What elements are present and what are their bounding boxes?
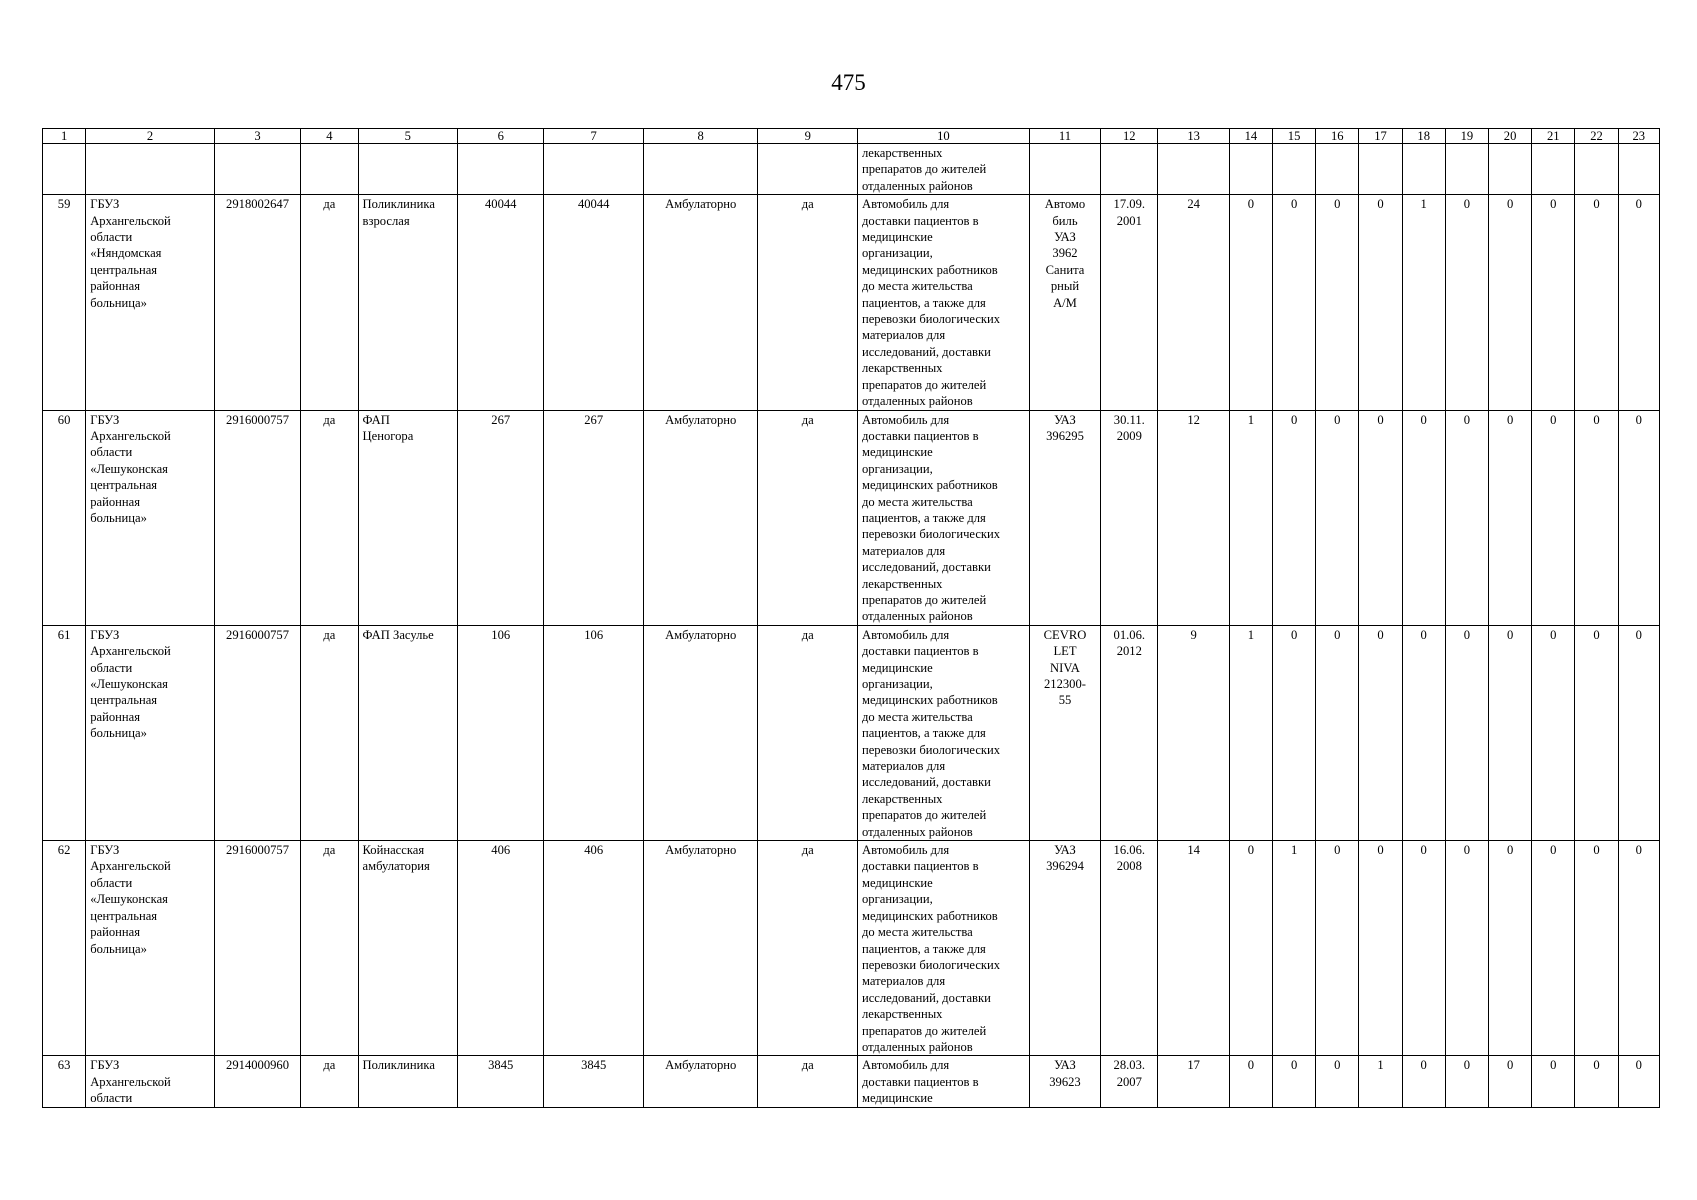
table-cell-col-2: ГБУЗ Архангельской области «Лешуконская центральная районная больница» [86,410,215,625]
table-cell-col-22: 0 [1575,841,1618,1056]
table-cell-col-21: 0 [1532,841,1575,1056]
table-cell-col-1: 62 [43,841,86,1056]
table-cell-col-18: 0 [1402,841,1445,1056]
table-cell-col-5: ФАП Ценогора [358,410,457,625]
table-cell-col-13 [1158,144,1229,195]
table-cell-col-22: 0 [1575,625,1618,840]
table-cell-col-17: 0 [1359,841,1402,1056]
table-cell-col-5: Поликлиника [358,1056,457,1107]
table-cell-col-23: 0 [1618,841,1659,1056]
table-cell-col-15: 0 [1272,1056,1315,1107]
column-header: 8 [643,129,758,144]
table-cell-col-12: 28.03. 2007 [1101,1056,1158,1107]
table-cell-col-3: 2916000757 [214,841,300,1056]
table-cell-col-9: да [758,625,857,840]
table-cell-col-23: 0 [1618,410,1659,625]
table-cell-col-22: 0 [1575,410,1618,625]
table-row [43,410,1660,625]
table-cell-col-21: 0 [1532,625,1575,840]
table-cell-col-19: 0 [1445,625,1488,840]
table-cell-col-15: 0 [1272,625,1315,840]
table-cell-col-4: да [301,410,358,625]
table-cell-col-4 [301,144,358,195]
table-cell-col-7: 406 [544,841,643,1056]
table-cell-col-19 [1445,144,1488,195]
column-header: 14 [1229,129,1272,144]
table-cell-col-3: 2916000757 [214,410,300,625]
table-cell-col-17: 0 [1359,195,1402,410]
column-header: 5 [358,129,457,144]
column-header: 10 [857,129,1029,144]
table-cell-col-19: 0 [1445,1056,1488,1107]
column-header: 12 [1101,129,1158,144]
column-header: 2 [86,129,215,144]
table-cell-col-13: 24 [1158,195,1229,410]
table-cell-col-8 [643,144,758,195]
table-cell-col-15: 0 [1272,195,1315,410]
table-cell-col-7: 106 [544,625,643,840]
table-cell-col-16 [1316,144,1359,195]
table-cell-col-15: 0 [1272,410,1315,625]
table-cell-col-2: ГБУЗ Архангельской области «Лешуконская центральная районная больница» [86,625,215,840]
column-header: 9 [758,129,857,144]
column-header: 11 [1029,129,1100,144]
table-cell-col-4: да [301,1056,358,1107]
column-header: 17 [1359,129,1402,144]
table-cell-col-18: 0 [1402,410,1445,625]
table-cell-col-10: Автомобиль для доставки пациентов в медицинские [857,1056,1029,1107]
table-cell-col-13: 12 [1158,410,1229,625]
column-header: 13 [1158,129,1229,144]
table-cell-col-15 [1272,144,1315,195]
table-cell-col-5: Поликлиника взрослая [358,195,457,410]
table-cell-col-23: 0 [1618,195,1659,410]
column-header: 20 [1489,129,1532,144]
table-cell-col-2: ГБУЗ Архангельской области «Няндомская центральная районная больница» [86,195,215,410]
table-cell-col-14: 1 [1229,625,1272,840]
table-cell-col-6: 267 [458,410,544,625]
column-header: 3 [214,129,300,144]
column-header: 19 [1445,129,1488,144]
table-cell-col-8: Амбулаторно [643,841,758,1056]
table-cell-col-12: 16.06. 2008 [1101,841,1158,1056]
table-cell-col-20: 0 [1489,625,1532,840]
table-cell-col-1: 59 [43,195,86,410]
table-cell-col-12: 01.06. 2012 [1101,625,1158,840]
column-header: 1 [43,129,86,144]
page-number: 475 [831,70,866,95]
table-cell-col-3: 2916000757 [214,625,300,840]
table-cell-col-9: да [758,1056,857,1107]
table-cell-col-1: 61 [43,625,86,840]
table-cell-col-21: 0 [1532,410,1575,625]
table-cell-col-14: 0 [1229,841,1272,1056]
table-cell-col-18: 1 [1402,195,1445,410]
column-header-row [43,129,1660,144]
table-cell-col-6: 3845 [458,1056,544,1107]
table-cell-col-13: 9 [1158,625,1229,840]
column-header: 18 [1402,129,1445,144]
table-cell-col-11: Автомо биль УАЗ 3962 Санита рный А/М [1029,195,1100,410]
table-cell-col-12: 17.09. 2001 [1101,195,1158,410]
table-cell-col-16: 0 [1316,1056,1359,1107]
table-cell-col-16: 0 [1316,625,1359,840]
data-table [42,128,1660,1108]
table-cell-col-9: да [758,410,857,625]
table-cell-col-6 [458,144,544,195]
table-cell-col-14: 0 [1229,195,1272,410]
table-row [43,144,1660,195]
table-row [43,195,1660,410]
table-cell-col-3: 2914000960 [214,1056,300,1107]
table-cell-col-6: 40044 [458,195,544,410]
table-cell-col-10: Автомобиль для доставки пациентов в медицинские организации, медицинских работников до места жительства пациентов, а также для перевозки биологических материалов для исследований, доставки лекарственных препаратов до жителей отдаленных районов [857,625,1029,840]
table-row [43,841,1660,1056]
table-cell-col-11 [1029,144,1100,195]
table-cell-col-7: 267 [544,410,643,625]
table-cell-col-8: Амбулаторно [643,1056,758,1107]
table-cell-col-11: УАЗ 39623 [1029,1056,1100,1107]
table-cell-col-11: УАЗ 396295 [1029,410,1100,625]
table-cell-col-9: да [758,195,857,410]
table-cell-col-17: 0 [1359,625,1402,840]
column-header: 7 [544,129,643,144]
table-cell-col-6: 106 [458,625,544,840]
table-cell-col-8: Амбулаторно [643,625,758,840]
table-cell-col-2 [86,144,215,195]
table-row [43,1056,1660,1107]
table-cell-col-23 [1618,144,1659,195]
table-cell-col-12 [1101,144,1158,195]
table-cell-col-23: 0 [1618,1056,1659,1107]
table-cell-col-9: да [758,841,857,1056]
column-header: 16 [1316,129,1359,144]
table-cell-col-5: ФАП Засулье [358,625,457,840]
table-cell-col-14: 0 [1229,1056,1272,1107]
column-header: 15 [1272,129,1315,144]
table-cell-col-7: 40044 [544,195,643,410]
table-row [43,625,1660,840]
table-cell-col-10: Автомобиль для доставки пациентов в медицинские организации, медицинских работников до места жительства пациентов, а также для перевозки биологических материалов для исследований, доставки лекарственных препаратов до жителей отдаленных районов [857,841,1029,1056]
table-cell-col-16: 0 [1316,195,1359,410]
table-cell-col-19: 0 [1445,841,1488,1056]
table-cell-col-10: Автомобиль для доставки пациентов в медицинские организации, медицинских работников до места жительства пациентов, а также для перевозки биологических материалов для исследований, доставки лекарственных препаратов до жителей отдаленных районов [857,410,1029,625]
column-header: 22 [1575,129,1618,144]
table-cell-col-20: 0 [1489,195,1532,410]
table-cell-col-18: 0 [1402,1056,1445,1107]
table-cell-col-20: 0 [1489,841,1532,1056]
table-cell-col-17 [1359,144,1402,195]
table-cell-col-10: лекарственных препаратов до жителей отдаленных районов [857,144,1029,195]
table-cell-col-18: 0 [1402,625,1445,840]
table-cell-col-1: 60 [43,410,86,625]
table-cell-col-3 [214,144,300,195]
table-cell-col-6: 406 [458,841,544,1056]
table-cell-col-22 [1575,144,1618,195]
column-header: 23 [1618,129,1659,144]
table-cell-col-17: 0 [1359,410,1402,625]
table-cell-col-21: 0 [1532,195,1575,410]
table-cell-col-11: УАЗ 396294 [1029,841,1100,1056]
table-cell-col-4: да [301,841,358,1056]
table-cell-col-2: ГБУЗ Архангельской области [86,1056,215,1107]
table-cell-col-1: 63 [43,1056,86,1107]
table-cell-col-17: 1 [1359,1056,1402,1107]
table-cell-col-19: 0 [1445,410,1488,625]
table-cell-col-18 [1402,144,1445,195]
table-cell-col-21 [1532,144,1575,195]
table-cell-col-5: Койнасская амбулатория [358,841,457,1056]
table-cell-col-9 [758,144,857,195]
table-cell-col-3: 2918002647 [214,195,300,410]
table-cell-col-14 [1229,144,1272,195]
column-header: 6 [458,129,544,144]
table-cell-col-14: 1 [1229,410,1272,625]
table-cell-col-13: 17 [1158,1056,1229,1107]
table-cell-col-21: 0 [1532,1056,1575,1107]
table-cell-col-22: 0 [1575,1056,1618,1107]
table-cell-col-12: 30.11. 2009 [1101,410,1158,625]
table-cell-col-20: 0 [1489,1056,1532,1107]
table-cell-col-8: Амбулаторно [643,195,758,410]
table-cell-col-16: 0 [1316,841,1359,1056]
table-cell-col-19: 0 [1445,195,1488,410]
column-header: 4 [301,129,358,144]
table-cell-col-20: 0 [1489,410,1532,625]
table-cell-col-20 [1489,144,1532,195]
table-cell-col-4: да [301,195,358,410]
table-cell-col-15: 1 [1272,841,1315,1056]
table-cell-col-10: Автомобиль для доставки пациентов в медицинские организации, медицинских работников до места жительства пациентов, а также для перевозки биологических материалов для исследований, доставки лекарственных препаратов до жителей отдаленных районов [857,195,1029,410]
table-cell-col-4: да [301,625,358,840]
table-cell-col-7: 3845 [544,1056,643,1107]
table-cell-col-2: ГБУЗ Архангельской области «Лешуконская центральная районная больница» [86,841,215,1056]
table-cell-col-1 [43,144,86,195]
table-cell-col-5 [358,144,457,195]
table-cell-col-23: 0 [1618,625,1659,840]
column-header: 21 [1532,129,1575,144]
table-cell-col-13: 14 [1158,841,1229,1056]
table-cell-col-22: 0 [1575,195,1618,410]
table-cell-col-11: CEVRO LET NIVA 212300- 55 [1029,625,1100,840]
table-cell-col-8: Амбулаторно [643,410,758,625]
table-cell-col-16: 0 [1316,410,1359,625]
table-body [43,144,1660,1108]
table-cell-col-7 [544,144,643,195]
